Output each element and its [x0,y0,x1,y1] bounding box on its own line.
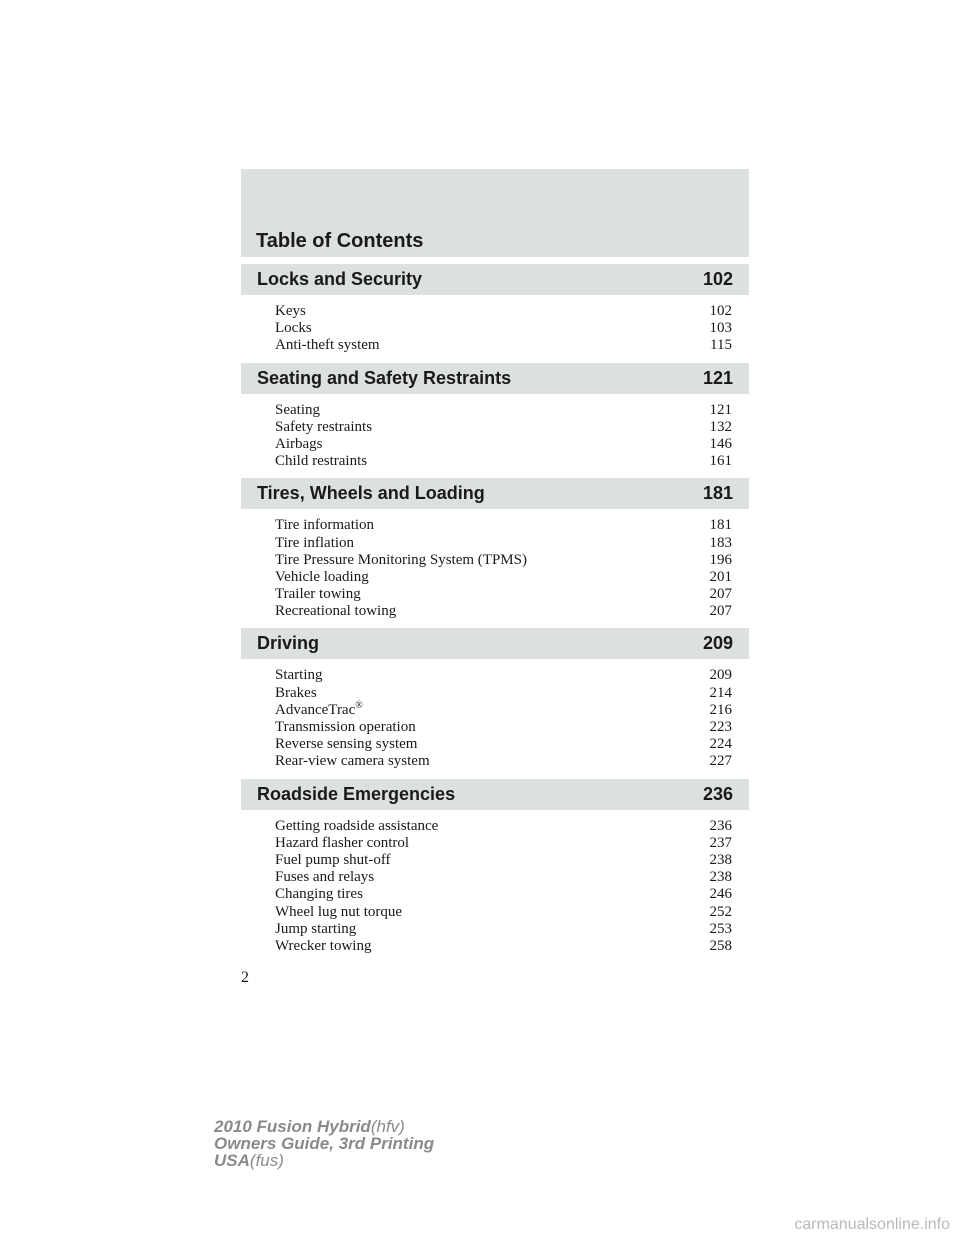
toc-entry[interactable] [275,436,732,453]
toc-entry[interactable] [275,753,732,770]
section-header[interactable] [241,779,749,810]
toc-entry-label-wrap [275,852,391,869]
toc-entry-page: 121 [709,401,732,418]
toc-entry-label-wrap [275,886,363,903]
toc-entry-label: Brakes [275,684,317,701]
toc-entry-label: Airbags [275,435,323,452]
toc-entry[interactable] [275,835,732,852]
toc-entry-label-wrap [275,719,416,736]
toc-entry-label-wrap [275,869,374,886]
toc-entry-label: Changing tires [275,886,363,903]
toc-entry-page: 237 [709,834,732,851]
toc-entry-label-wrap [275,337,380,354]
toc-entry-page: 238 [709,851,732,868]
toc-entry[interactable] [275,552,732,569]
toc-entry-label: AdvanceTrac [275,701,356,718]
toc-entry-page: 196 [709,551,732,568]
toc-entry-page: 253 [709,920,732,937]
section-title: Roadside Emergencies [257,783,456,804]
section-title: Tires, Wheels and Loading [257,483,485,504]
toc-entry-label-wrap [275,586,361,603]
toc-entry-label: Getting roadside assistance [275,817,439,834]
section-title: Locks and Security [257,269,423,289]
toc-entry-label-wrap [275,736,417,753]
toc-entry-page: 223 [709,719,732,735]
section-page: 209 [702,633,733,654]
toc-entry-label: Starting [275,667,323,684]
toc-entry-label: Tire inflation [275,534,355,551]
toc-entry-label: Transmission operation [275,719,416,735]
toc-entry-page: 246 [709,886,732,903]
page-number: 2 [241,969,249,986]
toc-entry-label-wrap [275,419,372,436]
toc-entry-label-wrap [275,552,527,569]
toc-entry-page: 236 [709,817,732,834]
toc-entry-label: Recreational towing [275,603,397,620]
toc-entry[interactable] [275,904,732,921]
toc-entry-page: 181 [709,517,732,534]
toc-entry-label: Locks [275,320,312,337]
toc-entry-label-wrap [275,603,396,620]
toc-entry[interactable] [275,886,732,903]
toc-entry-label: Tire Pressure Monitoring System (TPMS) [275,551,527,568]
toc-entry-page: 103 [709,320,732,337]
watermark: carmanualsonline.info [794,1216,950,1233]
toc-entry-label: Reverse sensing system [275,736,418,753]
toc-entry-label: Trailer towing [275,586,361,603]
section-header[interactable] [241,628,749,659]
toc-entry-label: Jump starting [275,920,357,937]
toc-entry-page: 209 [709,667,732,684]
toc-entry-page: 224 [709,736,732,753]
toc-entry[interactable] [275,402,732,419]
toc-entry-label-wrap [275,320,312,337]
toc-entry-label-wrap [275,818,438,835]
section-page: 102 [702,269,733,289]
toc-entry-label-wrap [275,303,306,320]
toc-entry-label-wrap [275,453,367,470]
toc-entry-label-wrap [275,938,371,955]
toc-entry[interactable] [275,535,732,552]
toc-entry[interactable] [275,667,732,684]
toc-entry-label: Hazard flasher control [275,834,410,851]
toc-entry-page: 207 [709,586,732,603]
toc-entry-page: 161 [709,453,732,470]
toc-entry-page: 183 [709,534,732,551]
toc-entry[interactable] [275,320,732,337]
section-items [241,509,749,628]
footer-guide: Owners Guide, 3rd Printing [214,1134,435,1153]
toc-entry-label: Anti-theft system [275,337,380,354]
toc-entry-label-wrap [275,667,323,684]
section-items [241,295,749,363]
section-page: 121 [702,367,733,388]
page-title: Table of Contents [256,230,424,252]
toc-entry-label: Child restraints [275,453,368,470]
footer-region: USA [214,1151,250,1170]
section-items [241,810,749,964]
section-title: Driving [257,633,320,654]
section-header[interactable] [241,363,749,394]
toc-entry-page: 201 [709,568,732,585]
toc-entry[interactable] [275,852,732,869]
registered-mark: ® [355,699,363,711]
toc-entry[interactable] [275,586,732,603]
toc-entry[interactable] [275,603,732,620]
toc-entry[interactable] [275,517,732,534]
toc-entry-label-wrap [275,685,317,702]
section-items [241,659,749,778]
section-title: Seating and Safety Restraints [257,367,512,388]
toc-entry-label: Safety restraints [275,418,373,435]
toc-entry[interactable] [275,869,732,886]
toc-entry-label: Vehicle loading [275,568,369,585]
toc-entry-label: Wheel lug nut torque [275,903,403,920]
toc-entry-page: 207 [709,603,732,620]
toc-entry-page: 132 [709,418,732,435]
toc-entry-page: 146 [709,435,732,452]
toc-entry-label-wrap [275,753,430,770]
toc-entry[interactable] [275,719,732,736]
toc-entry[interactable] [275,736,732,753]
toc-entry-label-wrap [275,904,402,921]
toc-entry-label: Wrecker towing [275,937,372,954]
toc-entry-label-wrap [275,535,354,552]
section-header[interactable] [241,264,749,295]
toc-entry-page: 238 [709,869,732,886]
toc-entry[interactable] [275,569,732,586]
toc-entry[interactable] [275,699,732,719]
toc-entry-label: Keys [275,303,306,319]
toc-entry[interactable] [275,303,732,320]
toc-entry-label-wrap [275,835,409,852]
toc-entry-label-wrap [275,699,363,719]
toc-entry-page: 252 [709,903,732,920]
toc-entry-page: 258 [709,937,732,954]
toc-entry-page: 214 [709,684,732,701]
footer-region-code: (fus) [249,1151,284,1170]
section-items [241,394,749,479]
toc-entry-label-wrap [275,517,374,534]
toc-entry-label-wrap [275,402,320,419]
toc-entry[interactable] [275,921,732,938]
footer-model: 2010 Fusion Hybrid [214,1117,371,1136]
toc-entry[interactable] [275,818,732,835]
toc-entry-label-wrap [275,569,369,586]
toc-header [241,169,749,257]
footer-model-code: (hfv) [370,1117,405,1136]
section-header[interactable] [241,478,749,509]
toc-entry-page: 216 [709,701,732,718]
toc-entry-page: 227 [709,753,732,770]
toc-entry-page: 102 [709,303,732,319]
toc-entry-label-wrap [275,436,323,453]
toc-entry[interactable] [275,938,732,955]
toc-entry[interactable] [275,453,732,470]
section-page: 181 [702,483,733,504]
toc-sections [241,264,749,963]
toc-entry-label: Seating [275,401,320,418]
footer [214,1118,434,1169]
toc-entry[interactable] [275,419,732,436]
toc-entry-label-wrap [275,921,356,938]
toc-entry-page: 115 [710,337,732,354]
toc-entry-label: Tire information [275,517,375,534]
toc-entry[interactable] [275,685,732,702]
toc-entry-label: Fuel pump shut-off [275,851,391,868]
toc-entry-label: Rear-view camera system [275,753,430,770]
toc-entry-label: Fuses and relays [275,869,375,886]
section-page: 236 [702,783,733,804]
toc-entry[interactable] [275,337,732,354]
